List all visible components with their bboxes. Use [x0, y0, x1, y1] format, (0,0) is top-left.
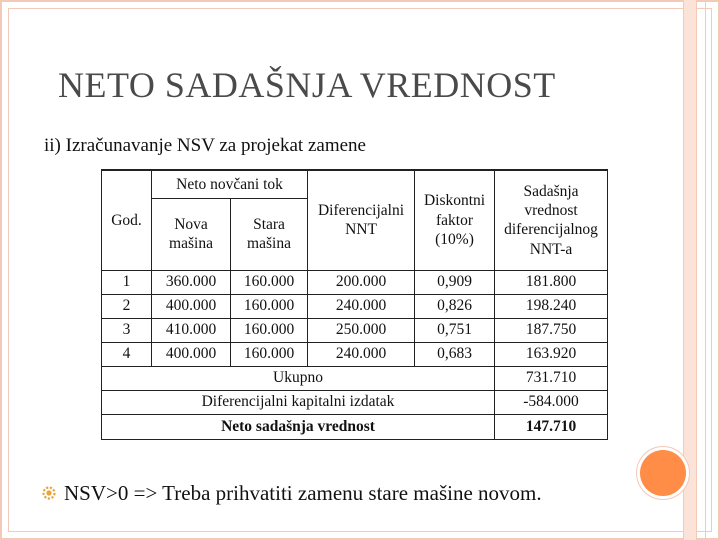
cell-diff: 240.000: [308, 294, 415, 318]
cell-diff: 200.000: [308, 270, 415, 294]
table-row: [102, 294, 608, 318]
cell-year: 1: [102, 270, 152, 294]
cell-factor: 0,683: [415, 342, 495, 366]
decorative-side-line: [705, 0, 706, 540]
header-year: God.: [102, 170, 152, 270]
header-old-machine: Stara mašina: [231, 198, 308, 270]
table-row: [102, 270, 608, 294]
table-row: [102, 342, 608, 366]
npv-table-image: [101, 169, 607, 438]
header-present-value: Sadašnja vrednost diferencijalnog NNT-a: [495, 170, 608, 270]
cell-old: 160.000: [231, 270, 308, 294]
cell-year: 4: [102, 342, 152, 366]
cell-old: 160.000: [231, 342, 308, 366]
total-value: 731.710: [495, 366, 608, 390]
cell-pv: 181.800: [495, 270, 608, 294]
npv-row: [102, 414, 608, 439]
table-row: [102, 318, 608, 342]
cell-diff: 250.000: [308, 318, 415, 342]
bullet-conclusion-text: NSV>0 => Treba prihvatiti zamenu stare mašine novom.: [64, 481, 542, 505]
capex-value: -584.000: [495, 390, 608, 414]
npv-table: [101, 169, 608, 440]
cell-new: 400.000: [152, 294, 231, 318]
header-differential: Diferencijalni NNT: [308, 170, 415, 270]
decorative-circle: [640, 450, 686, 496]
cell-old: 160.000: [231, 318, 308, 342]
decorative-side-band: [683, 0, 697, 540]
cell-old: 160.000: [231, 294, 308, 318]
cell-pv: 163.920: [495, 342, 608, 366]
cell-diff: 240.000: [308, 342, 415, 366]
cell-new: 410.000: [152, 318, 231, 342]
header-new-machine: Nova mašina: [152, 198, 231, 270]
capex-row: [102, 390, 608, 414]
cell-new: 400.000: [152, 342, 231, 366]
capex-label: Diferencijalni kapitalni izdatak: [102, 390, 495, 414]
cell-year: 2: [102, 294, 152, 318]
total-row: [102, 366, 608, 390]
header-cash-flow-group: Neto novčani tok: [152, 170, 308, 198]
cell-pv: 198.240: [495, 294, 608, 318]
slide-title: NETO SADAŠNJA VREDNOST: [58, 65, 556, 105]
cell-new: 360.000: [152, 270, 231, 294]
npv-value: 147.710: [495, 414, 608, 439]
npv-label: Neto sadašnja vrednost: [102, 414, 495, 439]
cell-pv: 187.750: [495, 318, 608, 342]
total-label: Ukupno: [102, 366, 495, 390]
slide-subtitle: ii) Izračunavanje NSV za projekat zamene: [44, 135, 366, 156]
cell-factor: 0,909: [415, 270, 495, 294]
cell-year: 3: [102, 318, 152, 342]
bullet-gear-icon: [42, 486, 56, 500]
cell-factor: 0,826: [415, 294, 495, 318]
header-discount-factor: Diskontni faktor (10%): [415, 170, 495, 270]
cell-factor: 0,751: [415, 318, 495, 342]
